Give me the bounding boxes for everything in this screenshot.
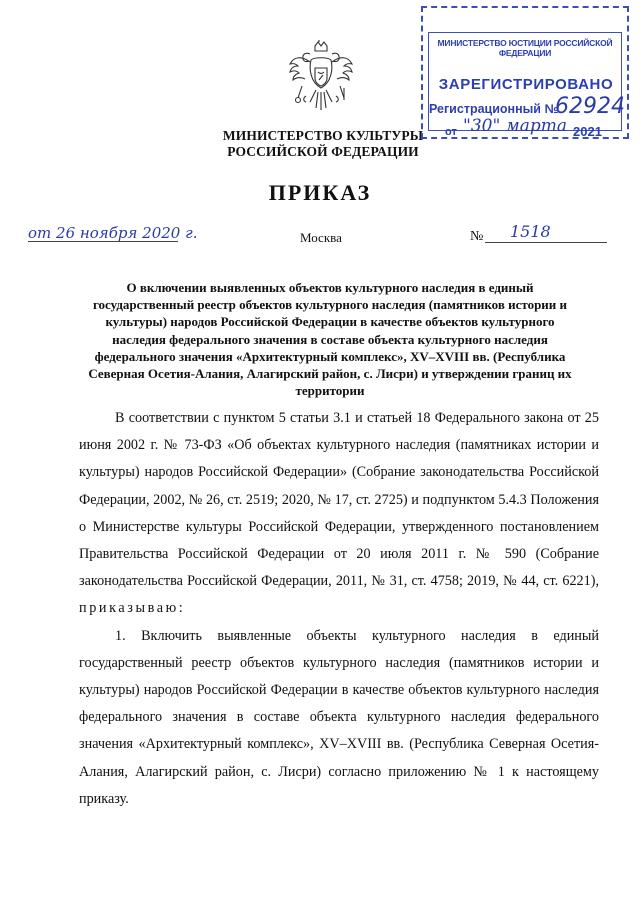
stamp-registration-number: 62924 (555, 94, 625, 119)
date-underline (28, 241, 178, 242)
ministry-line-1: МИНИСТЕРСТВО КУЛЬТУРЫ (222, 128, 424, 143)
stamp-year: 2021 (573, 124, 602, 139)
order-date-handwritten: от 26 ноября 2020 г. (28, 224, 198, 242)
russian-eagle-emblem-icon (288, 40, 354, 120)
stamp-ministry-name: МИНИСТЕРСТВО ЮСТИЦИИ РОССИЙСКОЙ ФЕДЕРАЦИИ (437, 38, 613, 58)
stamp-registered-label: ЗАРЕГИСТРИРОВАНО (438, 76, 614, 93)
ministry-line-2: РОССИЙСКОЙ ФЕДЕРАЦИИ (227, 144, 419, 159)
body-paragraph-2: 1. Включить выявленные объекты культурного наследия в единый государственный реестр объектов культурного наследия (памятников истории и культуры) народов Российской Федерации в качестве объектов культурного наследия федерального значения в составе объекта культурного наследия федерального значения «Архитектурный комплекс», XV–XVIII вв. (Республика Северная Осетия-Алания, Алагирский район, с. Лисри) согласно приложению № 1 к настоящему приказу. (79, 627, 599, 807)
stamp-registration-number-label: Регистрационный № (429, 102, 559, 116)
ministry-name (218, 128, 428, 160)
order-number-handwritten: 1518 (510, 222, 551, 241)
city: Москва (300, 230, 342, 245)
order-body (79, 405, 599, 813)
body-paragraph-1 (79, 405, 599, 623)
paragraph-1-text: В соответствии с пунктом 5 статьи 3.1 и статьей 18 Федерального закона от 25 июня 2002 г. № 73-ФЗ «Об объектах культурного наследия (памятниках истории и культуры) народов Российской Федерации» (Собрание законодательства Российской Федерации, 2002, № 26, ст. 2519; 2020, № 17, ст. 2725) и подпунктом 5.4.3 Положения о Министерстве культуры Российской Федерации, утвержденного постановлением Правительства Российской Федерации от 20 июля 2011 г. № 590 (Собрание законодательства Российской Федерации, 2011, № 31, ст. 4758; 2019, № 44, ст. 6221), (79, 410, 599, 590)
number-underline (485, 242, 607, 243)
stamp-date-prefix: от (445, 126, 457, 138)
stamp-date-handwritten: "30" марта (463, 116, 568, 136)
registration-stamp (421, 6, 629, 139)
order-number-label: № (470, 229, 484, 244)
order-word: приказываю: (79, 600, 186, 617)
order-subject: О включении выявленных объектов культурного наследия в единый государственный реестр объектов культурного наследия (памятников истории и культуры) народов Российской Федерации в качестве объектов культурного наследия федерального значения в составе объекта культурного наследия федерального значения «Архитектурный комплекс», XV–XVIII вв. (Республика Северная Осетия-Алания, Алагирский район, с. Лисри) и утверждении границ их территории (88, 280, 572, 399)
document-title: ПРИКАЗ (268, 180, 372, 205)
